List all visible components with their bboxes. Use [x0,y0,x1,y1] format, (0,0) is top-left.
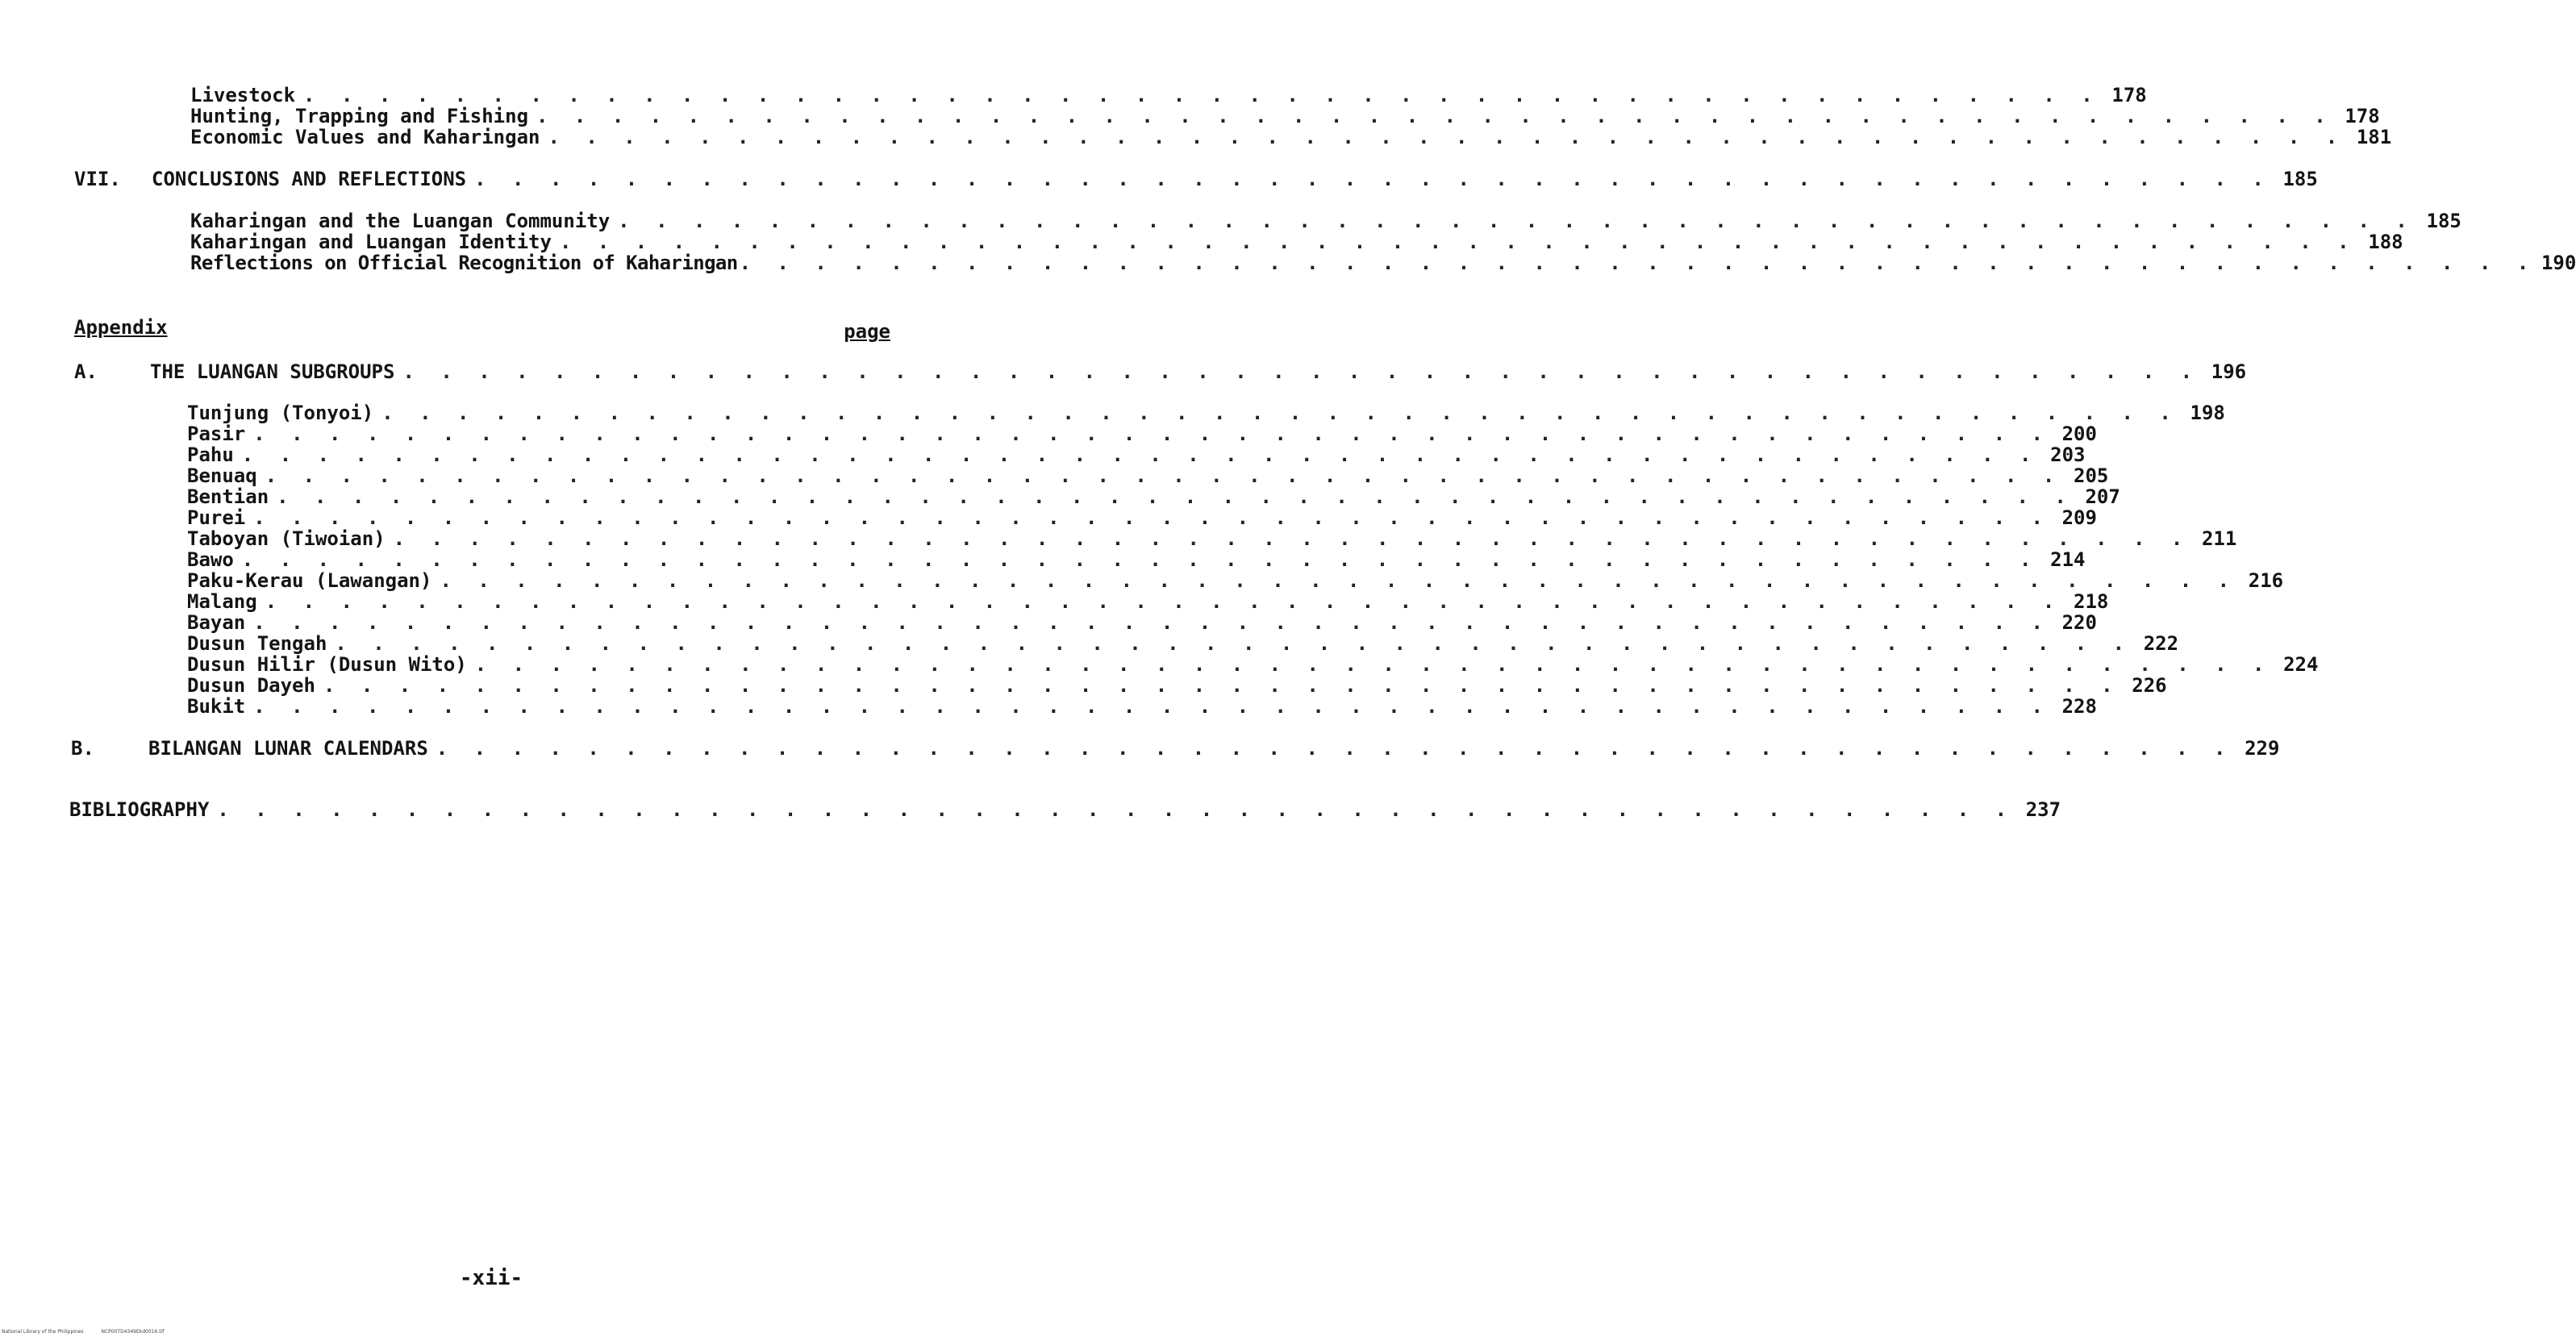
entry-label: Kaharingan and the Luangan Community [190,210,611,232]
entry-label: Bukit [187,695,246,718]
toc-entry [190,84,2147,106]
toc-entry [190,210,2461,232]
subgroup-entry [187,464,2109,487]
entry-page: 224 [2283,653,2319,676]
entry-label: Purei [187,506,246,529]
dot-leader: . . . . . . . . . . . . . . . . . . . . . . . . . . . . . . . . . . . . . . . . . . . . . . . . [536,105,2333,127]
dot-leader: . . . . . . . . . . . . . . . . . . . . . . . . . . . . . . . . . . . . . . . . . . . . . . . . [474,653,2272,676]
entry-label: Reflections on Official Recognition of Kaharingan [190,252,738,274]
subgroup-entry [187,695,2097,718]
entry-page: 178 [2111,84,2147,106]
entry-label: Paku-Kerau (Lawangan) [187,569,432,592]
chapter-numeral: VII. [74,168,121,190]
bibliography-label: BIBLIOGRAPHY [69,798,210,821]
entry-label: Dusun Dayeh [187,674,315,697]
bibliography-page: 237 [2025,798,2061,821]
subgroup-entry [187,590,2109,613]
entry-page: 228 [2061,695,2097,718]
subgroup-entry [187,485,2120,508]
chapter-title: CONCLUSIONS AND REFLECTIONS [152,168,467,190]
dot-leader: . . . . . . . . . . . . . . . . . . . . . . . . . . . . . . . . . . . . . . . . . . . . . . . . [739,252,2536,274]
dot-leader: . . . . . . . . . . . . . . . . . . . . . . . . . . . . . . . . . . . . . . . . . . . . . . . . [559,231,2357,253]
dot-leader: . . . . . . . . . . . . . . . . . . . . . . . . . . . . . . . . . . . . . . . . . . . . . . . . [265,590,2062,613]
dot-leader: . . . . . . . . . . . . . . . . . . . . . . . . . . . . . . . . . . . . . . . . . . . . . . . . [436,737,2233,760]
entry-label: Bentian [187,485,269,508]
dot-leader: . . . . . . . . . . . . . . . . . . . . . . . . . . . . . . . . . . . . . . . . . . . . . . . . [253,611,2050,634]
entry-page: 190 [2541,252,2576,274]
entry-label: Hunting, Trapping and Fishing [190,105,529,127]
chapter-page: 185 [2282,168,2318,190]
dot-leader: . . . . . . . . . . . . . . . . . . . . . . . . . . . . . . . . . . . . . . . . . . . . . . . . [474,168,2271,190]
dot-leader: . . . . . . . . . . . . . . . . . . . . . . . . . . . . . . . . . . . . . . . . . . . . . . . . [303,84,2100,106]
subgroup-entry [187,611,2097,634]
entry-label: Dusun Hilir (Dusun Wito) [187,653,467,676]
appendix-letter: B. [71,737,94,760]
subgroup-entry [187,402,2225,424]
toc-entry [190,252,2576,274]
dot-leader: . . . . . . . . . . . . . . . . . . . . . . . . . . . . . . . . . . . . . . . . . . . . . . . . [265,464,2062,487]
page-number: -xii- [459,1266,523,1290]
appendix-heading: Appendix [74,316,168,339]
entry-page: 216 [2248,569,2284,592]
dot-leader: . . . . . . . . . . . . . . . . . . . . . . . . . . . . . . . . . . . . . . . . . . . . . . . . [253,695,2050,718]
entry-page: 185 [2426,210,2461,232]
dot-leader: . . . . . . . . . . . . . . . . . . . . . . . . . . . . . . . . . . . . . . . . . . . . . . . . [241,444,2039,466]
toc-entry [190,105,2380,127]
dot-leader: . . . . . . . . . . . . . . . . . . . . . . . . . . . . . . . . . . . . . . . . . . . . . . . . [393,527,2190,550]
dot-leader: . . . . . . . . . . . . . . . . . . . . . . . . . . . . . . . . . . . . . . . . . . . . . . . . [217,798,2015,821]
entry-page: 205 [2074,464,2109,487]
toc-entry [190,126,2392,148]
entry-label: Taboyan (Tiwoian) [187,527,386,550]
dot-leader: . . . . . . . . . . . . . . . . . . . . . . . . . . . . . . . . . . . . . . . . . . . . . . . . [323,674,2120,697]
entry-page: 198 [2190,402,2225,424]
entry-label: Bawo [187,548,234,571]
entry-page: 188 [2368,231,2403,253]
appendix-b-heading [71,737,2280,760]
subgroup-entry [187,653,2319,676]
entry-page: 214 [2050,548,2086,571]
scan-note [2,1329,180,1335]
dot-leader: . . . . . . . . . . . . . . . . . . . . . . . . . . . . . . . . . . . . . . . . . . . . . . . . [253,506,2050,529]
entry-label: Livestock [190,84,296,106]
entry-label: Bayan [187,611,246,634]
scan-source: National Library of the Philippines [2,1329,84,1335]
entry-label: Pasir [187,423,246,445]
dot-leader: . . . . . . . . . . . . . . . . . . . . . . . . . . . . . . . . . . . . . . . . . . . . . . . . [618,210,2415,232]
entry-page: 222 [2143,632,2179,655]
subgroup-entry [187,674,2167,697]
entry-page: 220 [2061,611,2097,634]
entry-label: Kaharingan and Luangan Identity [190,231,552,253]
dot-leader: . . . . . . . . . . . . . . . . . . . . . . . . . . . . . . . . . . . . . . . . . . . . . . . . [241,548,2039,571]
subgroup-entry [187,423,2097,445]
subgroup-entry [187,548,2086,571]
dot-leader: . . . . . . . . . . . . . . . . . . . . . . . . . . . . . . . . . . . . . . . . . . . . . . . . [381,402,2178,424]
entry-label: Economic Values and Kaharingan [190,126,540,148]
entry-label: Benuaq [187,464,257,487]
bibliography-entry [69,798,2061,821]
dot-leader: . . . . . . . . . . . . . . . . . . . . . . . . . . . . . . . . . . . . . . . . . . . . . . . . [440,569,2237,592]
subgroup-entry [187,569,2284,592]
subgroup-entry [187,506,2097,529]
entry-page: 178 [2345,105,2380,127]
entry-page: 181 [2356,126,2392,148]
appendix-letter: A. [74,360,98,383]
dot-leader: . . . . . . . . . . . . . . . . . . . . . . . . . . . . . . . . . . . . . . . . . . . . . . . . [277,485,2074,508]
appendix-page: 196 [2211,360,2247,383]
dot-leader: . . . . . . . . . . . . . . . . . . . . . . . . . . . . . . . . . . . . . . . . . . . . . . . . [335,632,2132,655]
entry-label: Malang [187,590,257,613]
subgroup-entry [187,632,2179,655]
entry-page: 211 [2201,527,2237,550]
subgroup-entry [187,527,2237,550]
chapter-heading [74,168,2318,190]
entry-page: 207 [2085,485,2120,508]
page-column-heading: page [844,320,890,343]
entry-label: Tunjung (Tonyoi) [187,402,374,424]
toc-entry [190,231,2403,253]
entry-page: 203 [2050,444,2086,466]
appendix-page: 229 [2245,737,2280,760]
entry-page: 218 [2074,590,2109,613]
entry-page: 200 [2061,423,2097,445]
scan-file: NCP00TD4349Ekd0016.tif [101,1329,165,1335]
entry-label: Dusun Tengah [187,632,327,655]
dot-leader: . . . . . . . . . . . . . . . . . . . . . . . . . . . . . . . . . . . . . . . . . . . . . . . . [548,126,2345,148]
entry-label: Pahu [187,444,234,466]
subgroup-entry [187,444,2086,466]
appendix-a-heading [74,360,2247,383]
dot-leader: . . . . . . . . . . . . . . . . . . . . . . . . . . . . . . . . . . . . . . . . . . . . . . . . [253,423,2050,445]
entry-page: 209 [2061,506,2097,529]
dot-leader: . . . . . . . . . . . . . . . . . . . . . . . . . . . . . . . . . . . . . . . . . . . . . . . . [402,360,2200,383]
appendix-title: THE LUANGAN SUBGROUPS [150,360,395,383]
appendix-title: BILANGAN LUNAR CALENDARS [148,737,428,760]
entry-page: 226 [2132,674,2167,697]
